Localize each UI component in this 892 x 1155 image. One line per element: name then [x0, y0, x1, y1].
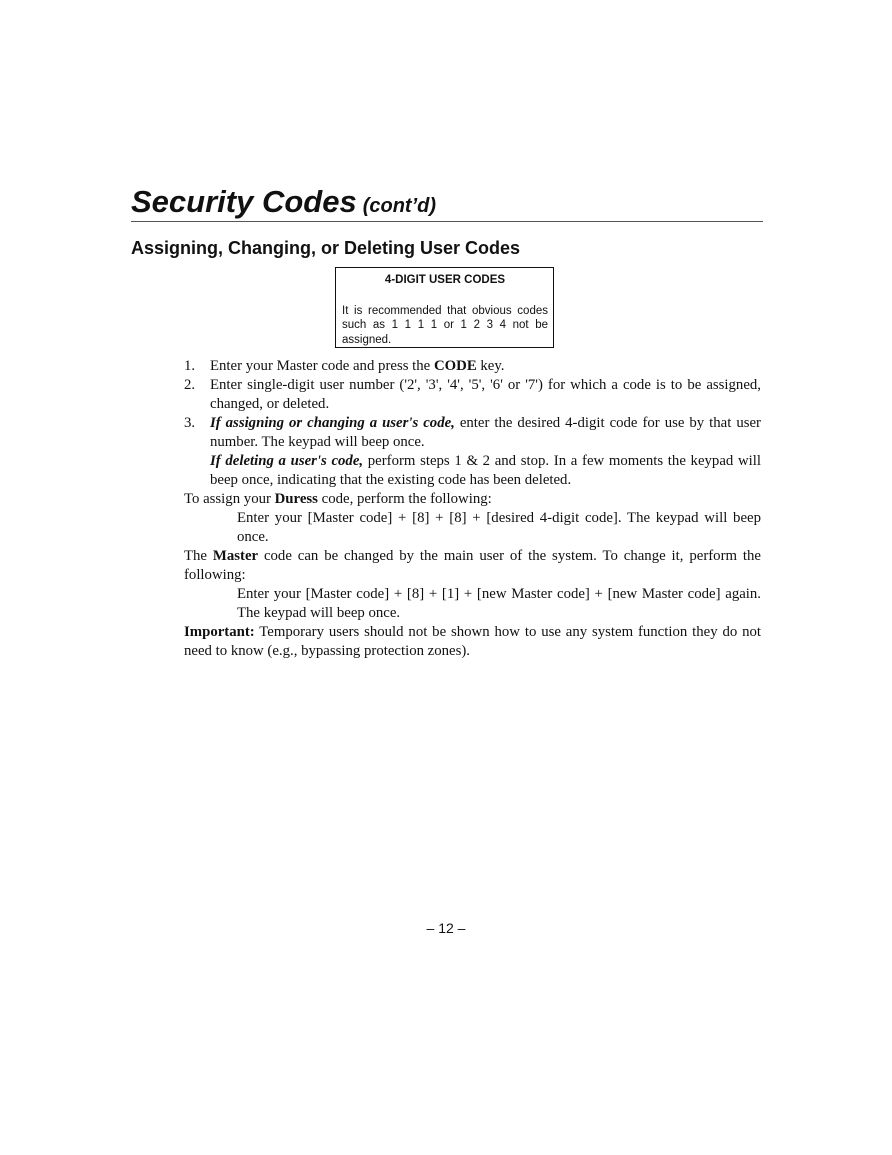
step-text: Enter single-digit user number ('2', '3', '4', '5', '6' or '7') for which a code is to be assigned, changed, or deleted.	[210, 377, 761, 412]
step-lead: If assigning or changing a user's code,	[210, 415, 455, 431]
title-main: Security Codes	[131, 184, 357, 219]
master-intro	[184, 547, 761, 585]
master-intro-after: code can be changed by the main user of the system. To change it, perform the following:	[184, 548, 761, 583]
page-title	[131, 182, 763, 226]
step-item-1	[184, 357, 761, 376]
note-box-body: It is recommended that obvious codes such as 1 1 1 1 or 1 2 3 4 not be assigned.	[342, 304, 548, 346]
duress-label: Duress	[274, 491, 318, 507]
step-item-3	[184, 414, 761, 490]
master-instruction: Enter your [Master code] + [8] + [1] + [new Master code] + [new Master code] again. The keypad will beep once.	[237, 586, 761, 621]
step-text-part: Enter your Master code and press the	[210, 358, 434, 374]
important-note	[184, 623, 761, 661]
duress-intro-after: code, perform the following:	[317, 491, 492, 507]
code-key-label: CODE	[433, 358, 477, 374]
note-box	[335, 267, 554, 348]
step-sub-lead: If deleting a user's code,	[210, 453, 364, 469]
step-text-part: key.	[476, 358, 505, 374]
important-label: Important:	[184, 624, 255, 640]
title-suffix: (cont’d)	[362, 195, 437, 217]
step-number: 2.	[184, 377, 196, 393]
step-text	[210, 414, 761, 452]
step-number: 1.	[184, 358, 196, 374]
master-intro-before: The	[184, 548, 213, 564]
section-heading: Assigning, Changing, or Deleting User Codes	[131, 238, 521, 258]
duress-instruction: Enter your [Master code] + [8] + [8] + [desired 4-digit code]. The keypad will beep once.	[237, 510, 761, 545]
important-text: Temporary users should not be shown how to use any system function they do not need to know (e.g., bypassing protection zones).	[184, 624, 761, 659]
note-box-title: 4-DIGIT USER CODES	[384, 274, 506, 286]
master-label: Master	[212, 548, 259, 564]
body-text	[184, 357, 761, 661]
step-row	[184, 414, 761, 452]
title-divider	[131, 221, 763, 222]
step-number: 3.	[184, 415, 196, 431]
duress-intro	[184, 490, 761, 509]
duress-intro-before: To assign your	[184, 491, 275, 507]
steps-list	[184, 357, 761, 490]
step-item-2	[184, 376, 761, 414]
step-sub-text: perform steps 1 & 2 and stop. In a few moments the keypad will beep once, indicating that the existing code has been deleted.	[210, 453, 761, 488]
step-text	[210, 357, 761, 376]
page-number: – 12 –	[426, 920, 466, 936]
step-text-part: enter the desired 4-digit code for use by that user number. The keypad will beep once.	[210, 415, 761, 450]
step-sub-paragraph	[184, 452, 761, 490]
